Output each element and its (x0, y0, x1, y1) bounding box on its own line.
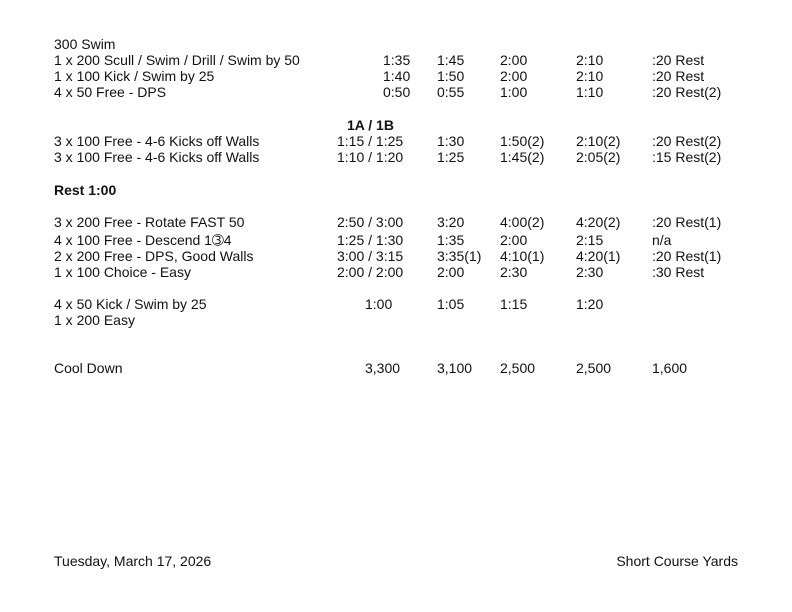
workout-row (0, 52, 792, 68)
interval-3: 1:15 (500, 296, 528, 312)
set-description: 4 x 50 Free - DPS (54, 84, 167, 100)
total-4: 2,500 (576, 360, 612, 376)
set-description: 1 x 100 Choice - Easy (54, 264, 191, 280)
interval-1: 1:35 (383, 52, 411, 68)
interval-3: 1:00 (500, 84, 528, 100)
interval-3: 4:00(2) (500, 214, 545, 230)
interval-2: 3:35(1) (437, 248, 482, 264)
rest: :20 Rest (652, 68, 705, 84)
interval-1: 1:15 / 1:25 (337, 133, 404, 149)
workout-row (0, 264, 792, 280)
interval-3: 4:10(1) (500, 248, 545, 264)
rest: n/a (652, 232, 672, 248)
rest-label: Rest 1:00 (54, 182, 117, 198)
interval-4: 2:10(2) (576, 133, 621, 149)
interval-2: 1:05 (437, 296, 465, 312)
interval-1: 1:00 (365, 296, 393, 312)
set-description: 3 x 200 Free - Rotate FAST 50 (54, 214, 245, 230)
total-5: 1,600 (652, 360, 688, 376)
interval-4: 4:20(2) (576, 214, 621, 230)
interval-1: 3:00 / 3:15 (337, 248, 404, 264)
interval-4: 4:20(1) (576, 248, 621, 264)
interval-4: 2:30 (576, 264, 604, 280)
interval-1: 1:40 (383, 68, 411, 84)
footer-course: Short Course Yards (616, 553, 738, 569)
set-description: 3 x 100 Free - 4-6 Kicks off Walls (54, 133, 260, 149)
rest: :20 Rest(2) (652, 84, 722, 100)
rest-row (0, 182, 792, 198)
set-description: 1 x 200 Scull / Swim / Drill / Swim by 50 (54, 52, 300, 68)
rest: :20 Rest (652, 52, 705, 68)
set-description: 4 x 100 Free - Descend 1➂4 (54, 232, 232, 248)
interval-2: 1:25 (437, 149, 465, 165)
rest: :20 Rest(1) (652, 214, 722, 230)
interval-2: 0:55 (437, 84, 465, 100)
rest: :30 Rest (652, 264, 705, 280)
set-description: 2 x 200 Free - DPS, Good Walls (54, 248, 254, 264)
total-3: 2,500 (500, 360, 536, 376)
interval-2: 3:20 (437, 214, 465, 230)
set-description: 4 x 50 Kick / Swim by 25 (54, 296, 207, 312)
interval-4: 1:20 (576, 296, 604, 312)
interval-4: 2:15 (576, 232, 604, 248)
interval-4: 2:10 (576, 68, 604, 84)
rest: :15 Rest(2) (652, 149, 722, 165)
group-header-row (0, 117, 792, 133)
workout-row (0, 232, 792, 248)
interval-2: 2:00 (437, 264, 465, 280)
interval-1: 0:50 (383, 84, 411, 100)
set-description: 300 Swim (54, 36, 116, 52)
interval-3: 1:45(2) (500, 149, 545, 165)
workout-row (0, 296, 792, 312)
interval-3: 2:30 (500, 264, 528, 280)
workout-row (0, 36, 792, 52)
rest: :20 Rest(1) (652, 248, 722, 264)
interval-3: 2:00 (500, 232, 528, 248)
total-1: 3,300 (365, 360, 401, 376)
workout-row (0, 68, 792, 84)
interval-3: 2:00 (500, 52, 528, 68)
interval-2: 1:50 (437, 68, 465, 84)
interval-3: 2:00 (500, 68, 528, 84)
interval-2: 1:30 (437, 133, 465, 149)
total-2: 3,100 (437, 360, 473, 376)
footer-date: Tuesday, March 17, 2026 (54, 553, 212, 569)
cooldown-row (0, 360, 792, 376)
interval-4: 1:10 (576, 84, 604, 100)
interval-1: 1:25 / 1:30 (337, 232, 404, 248)
interval-2: 1:45 (437, 52, 465, 68)
workout-row (0, 149, 792, 165)
interval-4: 2:05(2) (576, 149, 621, 165)
workout-row (0, 312, 792, 328)
set-description: 1 x 100 Kick / Swim by 25 (54, 68, 215, 84)
workout-row (0, 133, 792, 149)
interval-3: 1:50(2) (500, 133, 545, 149)
workout-row (0, 248, 792, 264)
interval-1: 2:50 / 3:00 (337, 214, 404, 230)
workout-row (0, 84, 792, 100)
interval-1: 1:10 / 1:20 (337, 149, 404, 165)
rest: :20 Rest(2) (652, 133, 722, 149)
set-description: 1 x 200 Easy (54, 312, 135, 328)
cooldown-label: Cool Down (54, 360, 123, 376)
interval-2: 1:35 (437, 232, 465, 248)
workout-row (0, 214, 792, 230)
group-header-1a-1b: 1A / 1B (347, 117, 394, 133)
interval-1: 2:00 / 2:00 (337, 264, 404, 280)
interval-4: 2:10 (576, 52, 604, 68)
set-description: 3 x 100 Free - 4-6 Kicks off Walls (54, 149, 260, 165)
